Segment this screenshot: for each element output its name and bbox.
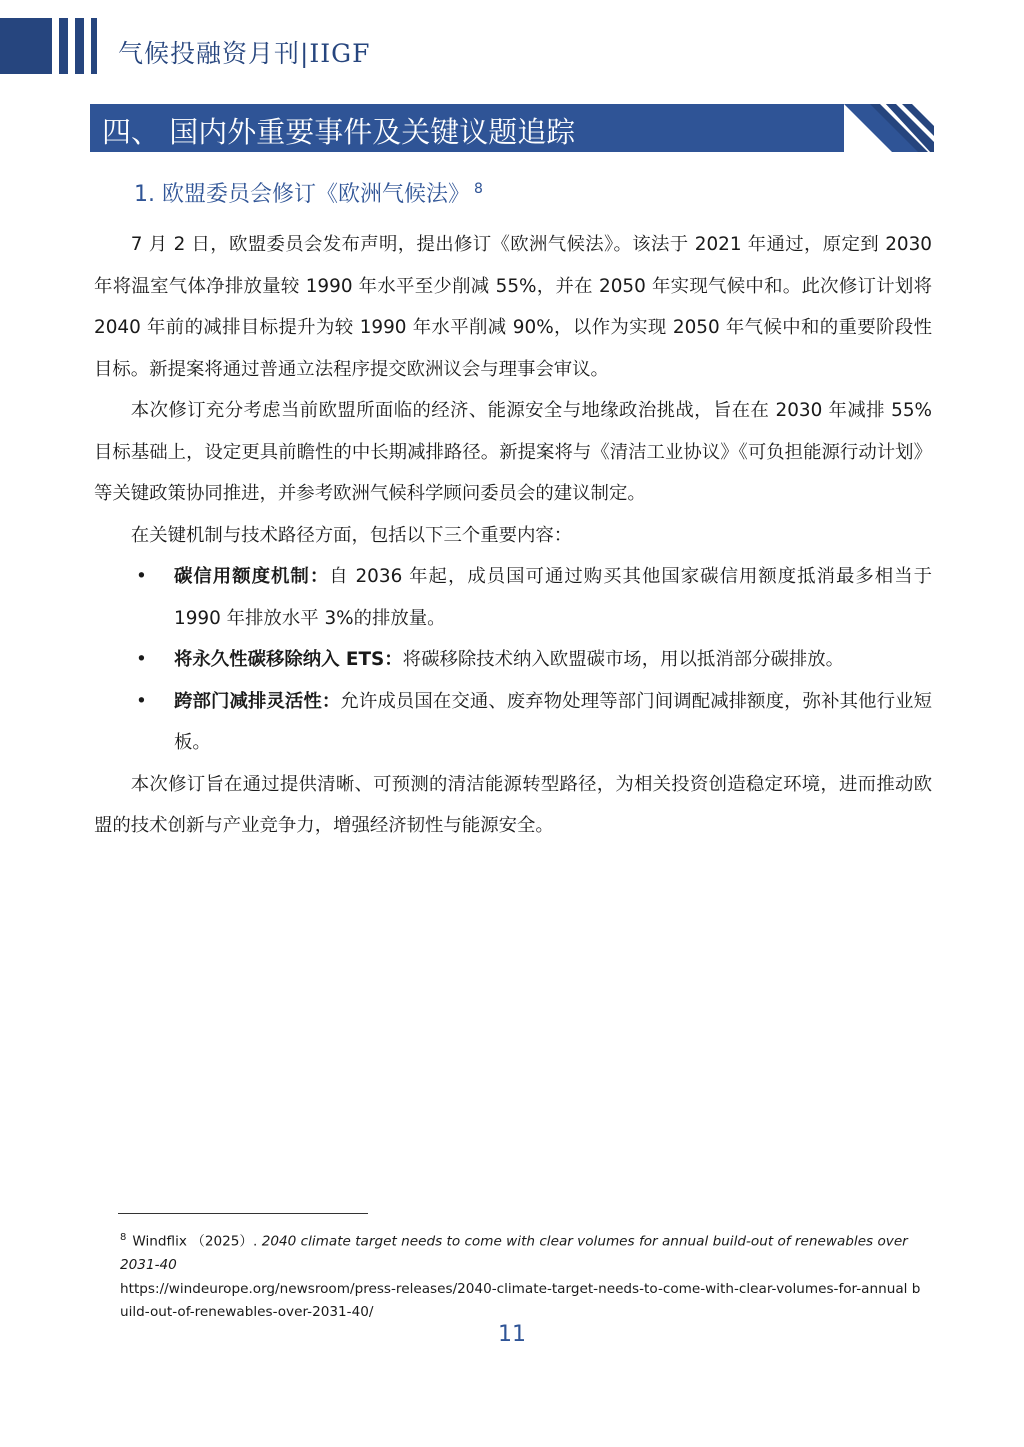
- footnote-author: Windflix （2025）.: [132, 1233, 258, 1250]
- section-banner: [90, 104, 934, 152]
- list-item: [94, 639, 932, 681]
- diagonal-stripes-icon: [844, 104, 934, 152]
- footnote-url[interactable]: https://windeurope.org/newsroom/press-releases/2040-climate-target-needs-to-come-with-clear-volumes-for-annual build-out-of-renewables-over-2031-40/: [120, 1280, 921, 1321]
- footnote: [94, 1226, 929, 1325]
- list-item: [94, 681, 932, 764]
- footnote-divider: [118, 1213, 368, 1214]
- paragraph: 本次修订充分考虑当前欧盟所面临的经济、能源安全与地缘政治挑战，旨在在 2030 年减排 55%目标基础上，设定更具前瞻性的中长期减排路径。新提案将与《清洁工业协议》《可负担能源行动计划》等关键政策协同推进，并参考欧洲气候科学顾问委员会的建议制定。: [94, 400, 932, 504]
- footnote-ref[interactable]: 8: [474, 180, 483, 197]
- bullet-icon: •: [136, 649, 147, 670]
- paragraph: 7 月 2 日，欧盟委员会发布声明，提出修订《欧洲气候法》。该法于 2021 年通过，原定到 2030 年将温室气体净排放量较 1990 年水平至少削减 55%，并在 2050 年实现气候中和。此次修订计划将 2040 年前的减排目标提升为较 1990 年水平削减 90%，以作为实现 2050 年气候中和的重要阶段性目标。新提案将通过普通立法程序提交欧洲议会与理事会审议。: [94, 234, 932, 380]
- bullet-text: 将碳移除技术纳入欧盟碳市场，用以抵消部分碳排放。: [402, 649, 845, 670]
- bullet-text: 允许成员国在交通、废弃物处理等部门间调配减排额度，弥补其他行业短板。: [174, 690, 932, 753]
- bullet-term: 碳信用额度机制：: [174, 566, 330, 587]
- closing-paragraph: 本次修订旨在通过提供清晰、可预测的清洁能源转型路径，为相关投资创造稳定环境，进而推动欧盟的技术创新与产业竞争力，增强经济韧性与能源安全。: [94, 773, 932, 836]
- article-body: [94, 224, 932, 847]
- bullet-list: [94, 556, 932, 764]
- bullet-term: 将永久性碳移除纳入 ETS：: [174, 649, 403, 670]
- paragraph: 在关键机制与技术路径方面，包括以下三个重要内容：: [130, 524, 573, 546]
- journal-title: 气候投融资月刊|IIGF: [118, 39, 371, 68]
- bullet-icon: •: [136, 690, 147, 712]
- footnote-number: 8: [120, 1232, 127, 1243]
- bullet-icon: •: [136, 566, 147, 587]
- article-heading-text: 1. 欧盟委员会修订《欧洲气候法》: [134, 182, 470, 207]
- bullet-text: 自 2036 年起，成员国可通过购买其他国家碳信用额度抵消最多相当于 1990 年排放水平 3%的排放量。: [174, 566, 932, 629]
- section-title: 四、 国内外重要事件及关键议题追踪: [102, 115, 576, 149]
- bullet-term: 跨部门减排灵活性：: [174, 690, 341, 712]
- list-item: [94, 556, 932, 639]
- article-heading: [134, 177, 483, 208]
- page-number: 11: [498, 1322, 526, 1347]
- footnote-title: 2040 climate target needs to come with clear volumes for annual build-out of renewables over 2031-40: [120, 1233, 908, 1274]
